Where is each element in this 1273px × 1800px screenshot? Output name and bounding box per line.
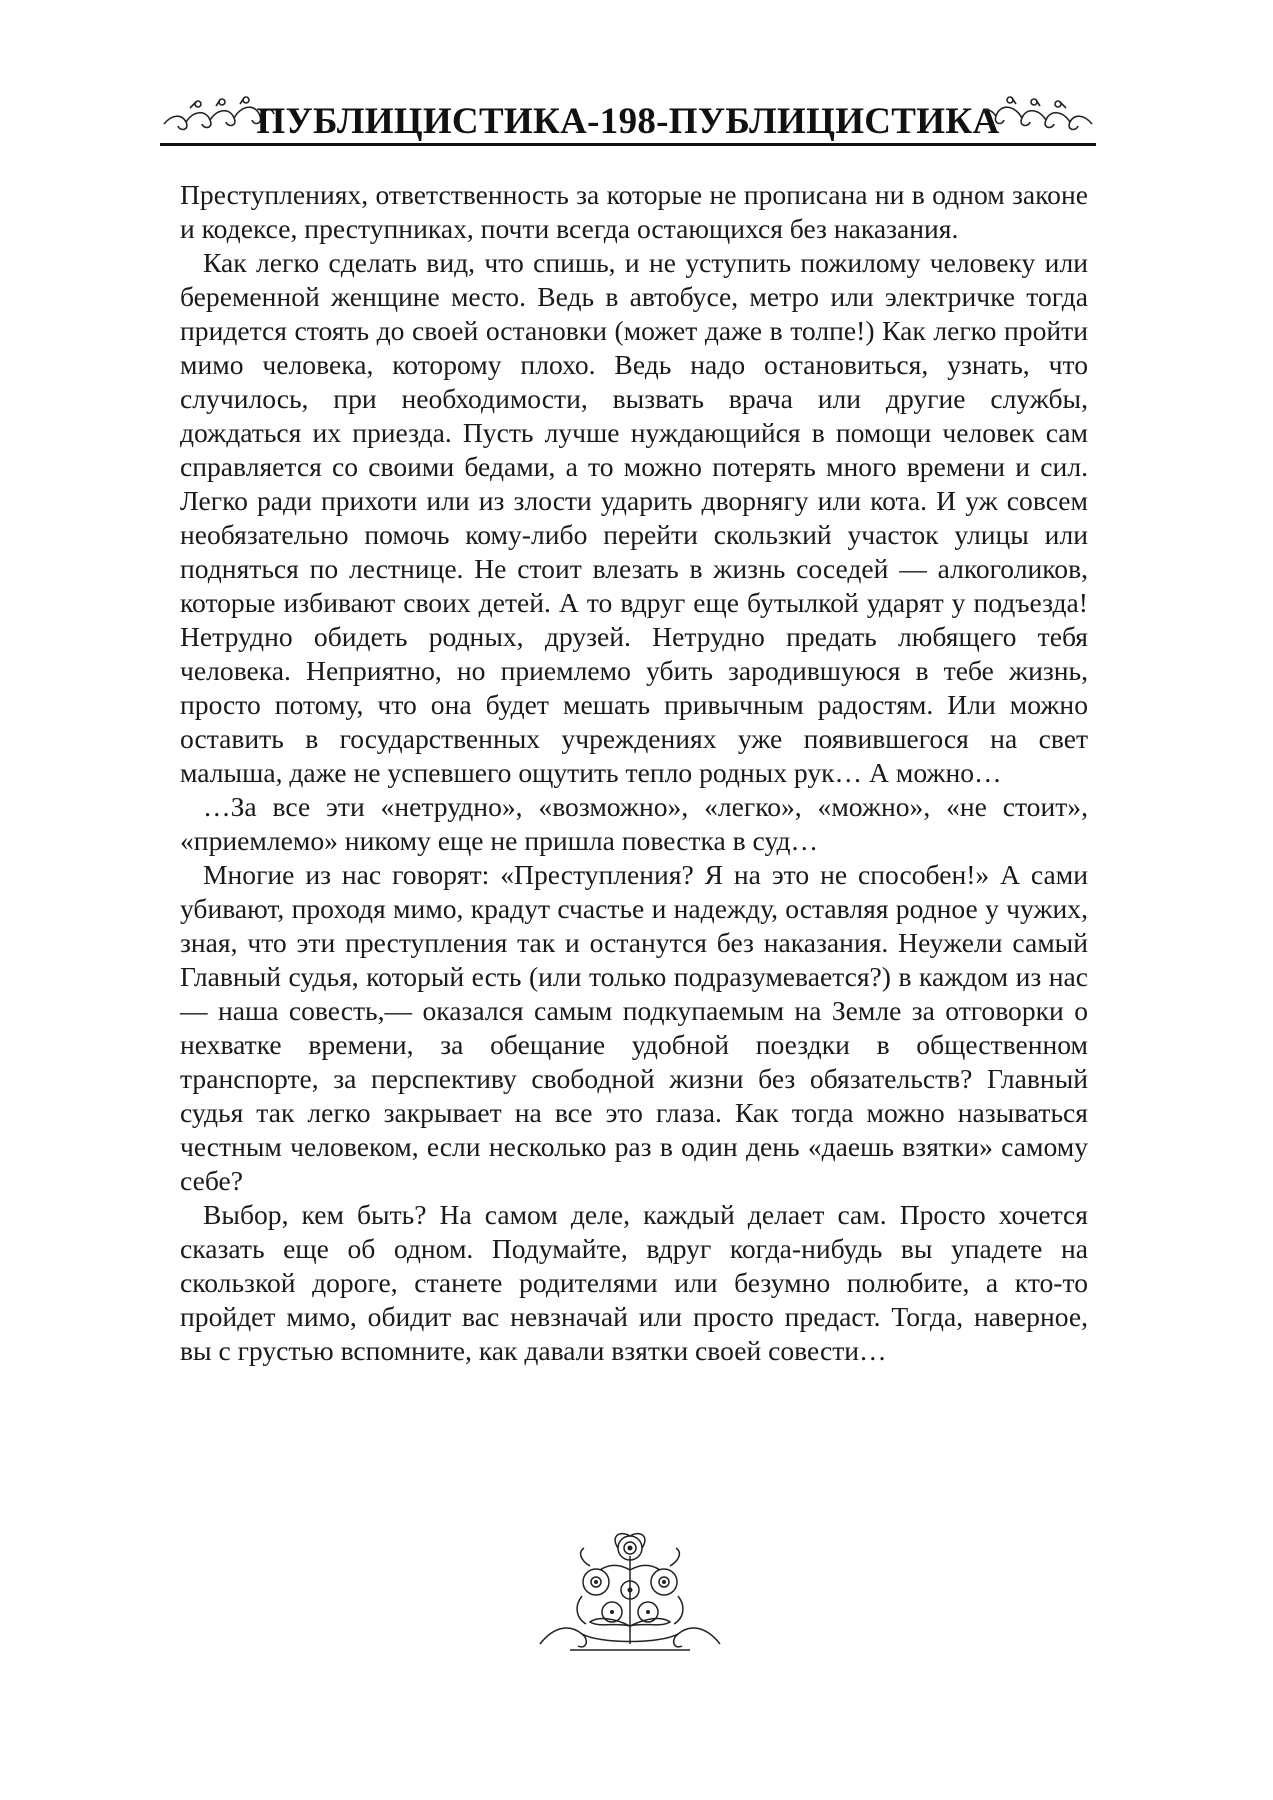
paragraph: Как легко сделать вид, что спишь, и не уступить пожилому человеку или беременной женщине место. Ведь в автобусе, метро или электричке тогда придется стоять до своей остановки (может даже в толпе!) Как легко пройти мимо человека, которому плохо. Ведь надо остановиться, узнать, что случилось, при необходимости, вызвать врача или другие службы, дождаться их приезда. Пусть лучше нуждающийся в помощи человек сам справляется со своими бедами, а то можно потерять много времени и сил. Легко ради прихоти или из злости ударить дворнягу или кота. И уж совсем необязательно помочь кому-либо перейти скользкий участок улицы или подняться по лестнице. Не стоит влезать в жизнь соседей — алкоголиков, которые избивают своих детей. А то вдруг еще бутылкой ударят у подъезда! Нетрудно обидеть родных, друзей. Нетрудно предать любящего тебя человека. Неприятно, но приемлемо убить зародившуюся в тебе жизнь, просто потому, что она будет мешать привычным радостям. Или можно оставить в государственных учреждениях уже появившегося на свет малыша, даже не успевшего ощутить тепло родных рук… А можно… (180, 247, 1088, 788)
paragraph: Выбор, кем быть? На самом деле, каждый делает сам. Просто хочется сказать еще об одном. Подумайте, вдруг когда-нибудь вы упадете на скользкой дороге, станете родителями или безумно полюбите, а кто-то пройдет мимо, обидит вас невзначай или просто предаст. Тогда, наверное, вы с грустью вспомните, как давали взятки своей совести… (180, 1199, 1088, 1366)
scroll-ornament-icon (978, 94, 1096, 134)
paragraph: Преступлениях, ответственность за которые не прописана ни в одном законе и кодексе, преступниках, почти всегда остающихся без наказания. (180, 179, 1088, 244)
paragraph: Многие из нас говорят: «Преступления? Я на это не способен!» А сами убивают, проходя мимо, крадут счастье и надежду, оставляя родное у чужих, зная, что эти преступления так и останутся без наказания. Неужели самый Главный судья, который есть (или только подразумевается?) в каждом из нас— наша совесть,— оказался самым подкупаемым на Земле за отговорки о нехватке времени, за обещание удобной поездки в общественном транспорте, за перспективу свободной жизни без обязательств? Главный судья так легко закрывает на все это глаза. Как тогда можно называться честным человеком, если несколько раз в один день «даешь взятки» самому себе? (180, 859, 1088, 1196)
floral-tailpiece-icon (530, 1526, 730, 1656)
article-body (180, 178, 1088, 1368)
paragraph: …За все эти «нетрудно», «возможно», «легко», «можно», «не стоит», «приемлемо» никому еще не пришла повестка в суд… (180, 791, 1088, 856)
header-title: ПУБЛИЦИСТИКА-198-ПУБЛИЦИСТИКА (256, 101, 1000, 142)
running-header (160, 92, 1096, 148)
header-rule (160, 143, 1096, 146)
